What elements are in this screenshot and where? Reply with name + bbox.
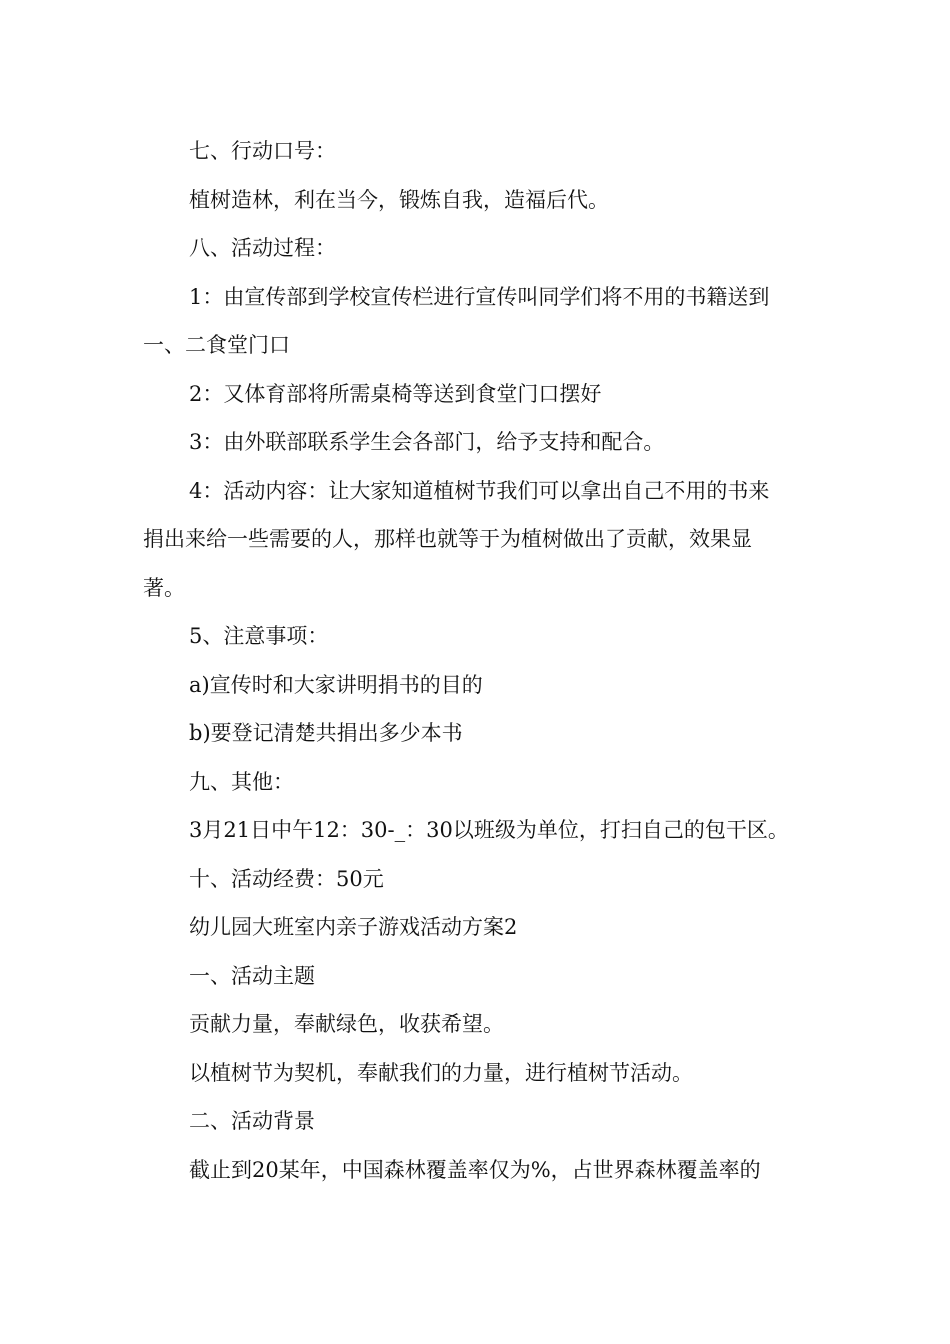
paragraph-line: 截止到20某年，中国森林覆盖率仅为%，占世界森林覆盖率的 <box>189 1157 761 1182</box>
paragraph-line: 八、活动过程： <box>189 236 336 260</box>
paragraph-line: 一、活动主题 <box>189 963 315 988</box>
paragraph-line: 二、活动背景 <box>189 1109 315 1133</box>
paragraph-line: 以植树节为契机，奉献我们的力量，进行植树节活动。 <box>189 1060 693 1085</box>
paragraph-line: b)要登记清楚共捐出多少本书 <box>189 721 463 745</box>
paragraph-line: 3月21日中午12：30-_：30以班级为单位，打扫自己的包干区。 <box>189 818 789 842</box>
paragraph-line: 七、行动口号： <box>189 139 336 163</box>
paragraph-line: 植树造林，利在当今，锻炼自我，造福后代。 <box>189 187 609 212</box>
paragraph-line: 2：又体育部将所需桌椅等送到食堂门口摆好 <box>189 381 602 406</box>
paragraph-line: 一、二食堂门口 <box>143 333 290 357</box>
section-title: 幼儿园大班室内亲子游戏活动方案2 <box>189 915 518 939</box>
paragraph-line: 十、活动经费：50元 <box>189 866 384 891</box>
paragraph-line: 5、注意事项： <box>189 624 329 648</box>
paragraph-line: 贡献力量，奉献绿色，收获希望。 <box>189 1012 504 1036</box>
paragraph-line: 3：由外联部联系学生会各部门，给予支持和配合。 <box>189 430 665 454</box>
paragraph-line: 捐出来给一些需要的人，那样也就等于为植树做出了贡献，效果显 <box>143 527 752 551</box>
paragraph-line: 九、其他： <box>189 769 294 794</box>
paragraph-line: 4：活动内容：让大家知道植树节我们可以拿出自己不用的书来 <box>189 478 770 503</box>
paragraph-line: 著。 <box>143 575 185 600</box>
paragraph-line: a)宣传时和大家讲明捐书的目的 <box>189 672 483 697</box>
document-body <box>143 127 823 1194</box>
paragraph-line: 1：由宣传部到学校宣传栏进行宣传叫同学们将不用的书籍送到 <box>189 284 770 309</box>
